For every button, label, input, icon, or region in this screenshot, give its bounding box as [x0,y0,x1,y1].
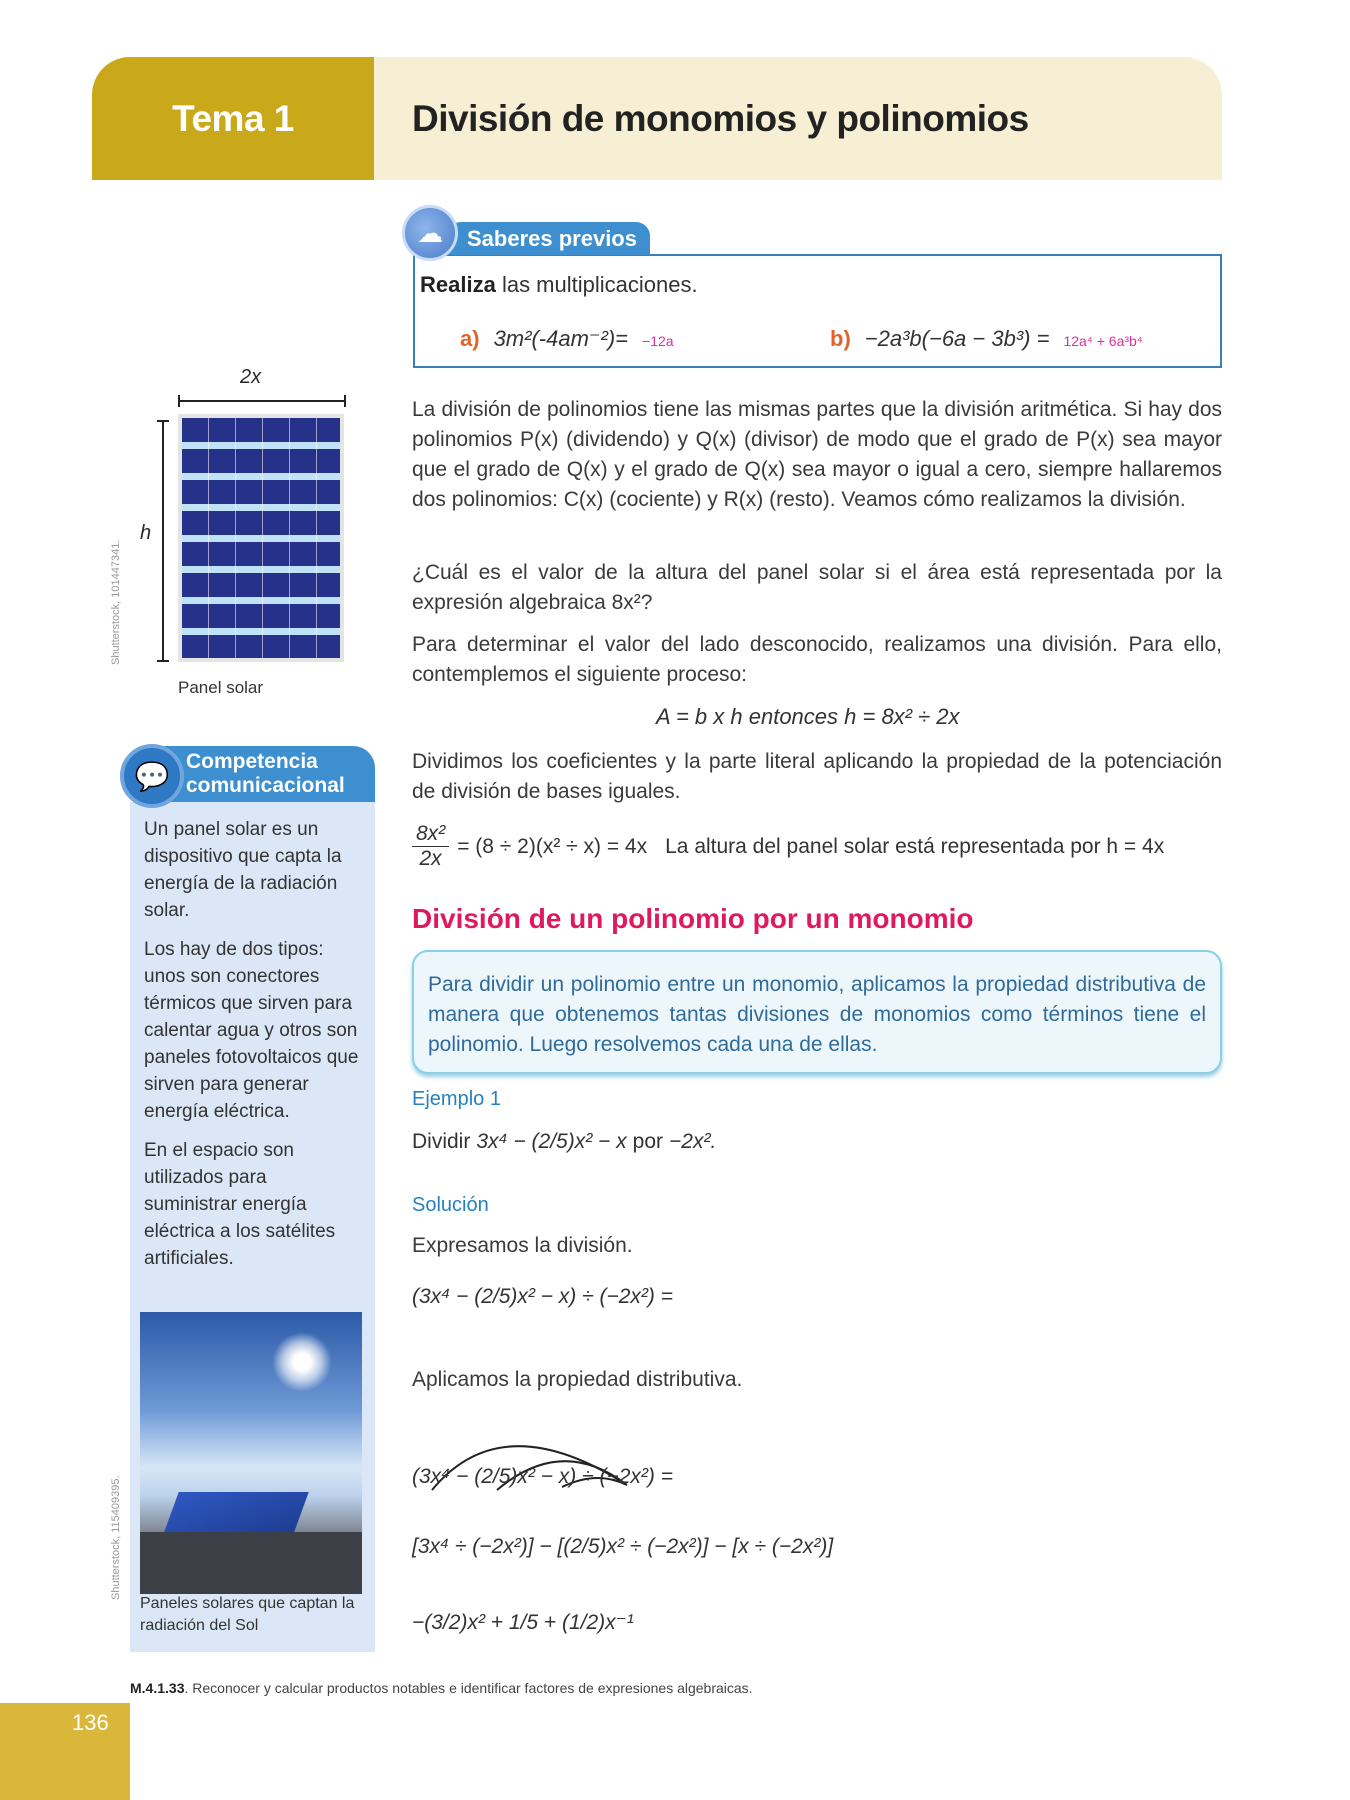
step1-label: Expresamos la división. [412,1234,633,1257]
competencia-title-line2: comunicacional [186,774,345,797]
exercise-a [460,326,674,352]
example-dividend: 3x⁴ − (2/5)x² − x [476,1130,627,1153]
step2-math: (3x⁴ − (2/5)x² − x) ÷ (−2x²) = [412,1465,674,1488]
fraction-denominator: 2x [419,847,442,870]
rule-box: Para dividir un polinomio entre un monomio, aplicamos la propiedad distributiva de manera que obtenemos tantas divisiones de monomios como términos tiene el polinomio. Luego resolvemos cada una de ellas. [412,950,1222,1074]
question-paragraph: ¿Cuál es el valor de la altura del panel solar si el área está representada por la expresión algebraica 8x²? [412,561,1222,614]
step2-expression [412,1465,673,1489]
sun-glare [272,1332,332,1392]
result-math: −(3/2)x² + 1/5 + (1/2)x⁻¹ [412,1611,634,1634]
fraction [412,822,449,871]
step3-expression [412,1535,833,1559]
exercise-answer: −12a [642,333,674,349]
saberes-instruction [420,272,698,298]
width-dimension-line [178,400,346,402]
exercise-b [830,326,1143,352]
roof [140,1532,362,1594]
process-paragraph: Para determinar el valor del lado desconocido, realizamos una división. Para ello, contemplemos el siguiente proceso: [412,633,1222,686]
example-prefix: Dividir [412,1130,471,1153]
exercise-answer: 12a⁴ + 6a³b⁴ [1063,333,1143,349]
step2-label: Aplicamos la propiedad distributiva. [412,1368,743,1391]
photo-caption: Paneles solares que captan la radiación del Sol [140,1595,355,1634]
solution-title: Solución [412,1194,489,1216]
rooftop-solar-photo [140,1312,362,1594]
topic-header [92,57,1222,180]
example-por: por [632,1130,664,1153]
step3-math: [3x⁴ ÷ (−2x²)] − [(2/5)x² ÷ (−2x²)] − [x ÷ (−2x²)] [412,1535,834,1558]
competencia-title-line1: Competencia [186,750,318,773]
conclusion-text: La altura del panel solar está representada por h = 4x [665,834,1165,858]
brain-head-icon: ☁ [402,205,458,261]
example-divisor: −2x². [669,1130,717,1153]
width-label: 2x [240,366,262,388]
step1-math: (3x⁴ − (2/5)x² − x) ÷ (−2x²) = [412,1285,674,1308]
competencia-paragraph: En el espacio son utilizados para suministrar energía eléctrica a los satélites artificiales. [144,1140,336,1269]
exercise-expression: −2a³b(−6a − 3b³) = [864,326,1050,351]
code-label: M.4.1.33 [130,1680,185,1696]
figure-caption: Panel solar [178,678,264,697]
curriculum-code [130,1680,753,1696]
height-calculation [412,822,1164,871]
image-credit: Shutterstock, 115409395. [110,1475,122,1600]
example-statement [412,1130,716,1154]
fraction-numerator: 8x² [412,822,449,847]
code-description: . Reconocer y calcular productos notables e identificar factores de expresiones algebraicas. [184,1680,753,1696]
competencia-paragraph: Un panel solar es un dispositivo que capta la energía de la radiación solar. [144,819,342,921]
intro-paragraph: La división de polinomios tiene las mismas partes que la división aritmética. Si hay dos polinomios P(x) (dividendo) y Q(x) (divisor) de modo que el grado de P(x) sea mayor que el grado de Q(x) y el grado de Q(x) sea mayor o igual a cero, siempre hallaremos dos polinomios: C(x) (cociente) y R(x) (resto). Veamos cómo realizamos la división. [412,398,1222,511]
example-title: Ejemplo 1 [412,1088,501,1110]
solar-panel-image [178,414,344,662]
competencia-paragraph: Los hay de dos tipos: unos son conectores térmicos que sirven para calentar agua y otros son paneles fotovoltaicos que sirven para generar energía eléctrica. [144,939,359,1122]
area-equation: A = b x h entonces h = 8x² ÷ 2x [656,704,960,729]
solar-cells [182,418,340,658]
calculation-rest: = (8 ÷ 2)(x² ÷ x) = 4x [457,834,648,858]
saberes-previos-title: Saberes previos [447,222,650,255]
height-label: h [140,522,152,544]
exercise-label: a) [460,326,480,351]
instruction-verb: Realiza [420,272,496,297]
section-title: División de un polinomio por un monomio [412,903,974,934]
instruction-rest: las multiplicaciones. [495,272,698,297]
page-title: División de monomios y polinomios [374,57,1222,180]
image-credit: Shutterstock, 101447341. [110,539,122,665]
coefficients-paragraph: Dividimos los coeficientes y la parte literal aplicando la propiedad de la potenciación de división de bases iguales. [412,750,1222,803]
page-number-tab [0,1703,130,1800]
exercise-label: b) [830,326,851,351]
page-number: 136 [72,1710,109,1735]
topic-number: Tema 1 [92,57,374,180]
exercise-expression: 3m²(-4am⁻²)= [493,326,629,351]
step1-expression [412,1285,673,1309]
speech-bubbles-icon: 💬 [120,744,184,808]
result-expression [412,1610,634,1635]
height-dimension-line [162,420,164,662]
